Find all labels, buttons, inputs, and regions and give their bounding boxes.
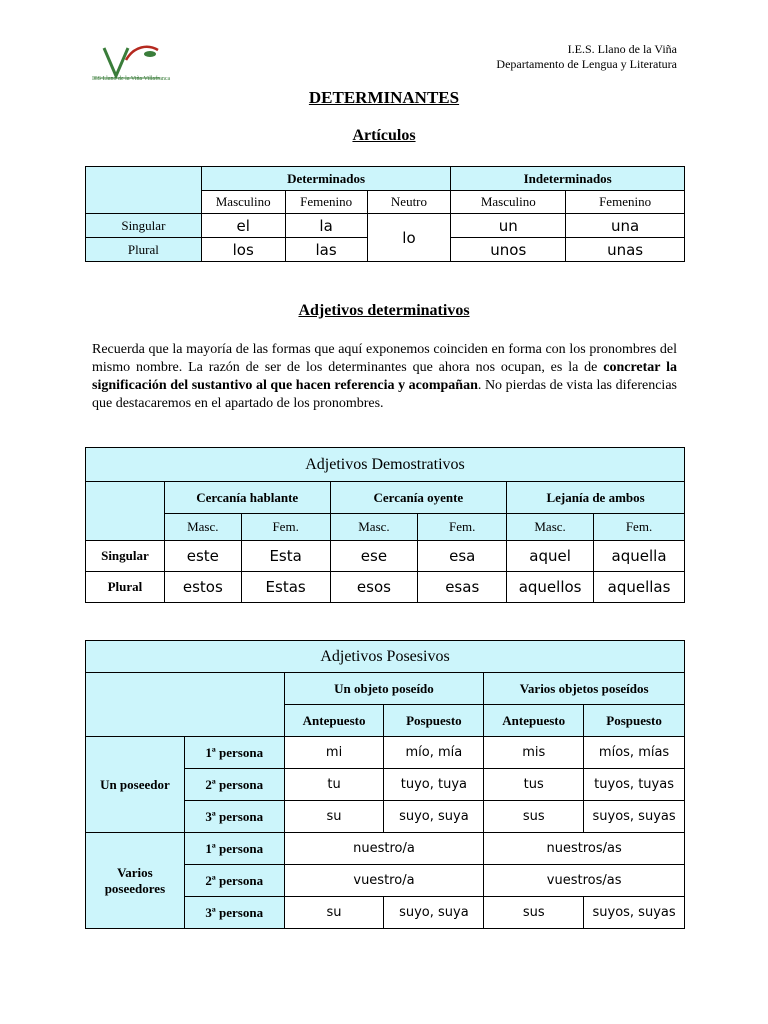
group-header: Lejanía de ambos	[507, 482, 685, 514]
header-antepuesto: Antepuesto	[484, 705, 584, 737]
row-label-singular: Singular	[86, 541, 165, 572]
label-un-poseedor: Un poseedor	[86, 737, 185, 833]
cell: tus	[484, 769, 584, 801]
persona-label: 1ª persona	[184, 737, 284, 769]
header-antepuesto: Antepuesto	[284, 705, 384, 737]
cell: suyo, suya	[384, 897, 484, 929]
cell: su	[284, 897, 384, 929]
group-header: Cercanía hablante	[164, 482, 330, 514]
cell: míos, mías	[584, 737, 685, 769]
group-header: Un objeto poseído	[284, 673, 484, 705]
row-label-plural: Plural	[86, 572, 165, 603]
articulos-heading: Artículos	[352, 127, 416, 144]
cell: suyo, suya	[384, 801, 484, 833]
header-masculino: Masculino	[451, 191, 566, 214]
posesivos-table	[85, 640, 685, 929]
cell: nuestros/as	[484, 833, 685, 865]
cell: aquella	[594, 541, 685, 572]
cell: aquellos	[507, 572, 594, 603]
header-pospuesto: Pospuesto	[384, 705, 484, 737]
group-header: Varios objetos poseídos	[484, 673, 685, 705]
empty-corner	[86, 482, 165, 541]
intro-paragraph	[92, 341, 677, 413]
cell: unos	[451, 238, 566, 262]
cell: unas	[566, 238, 685, 262]
paragraph-text: . No pierdas de vista las diferencias que destacaremos en el apartado de los pronombres.	[92, 378, 677, 411]
header-masc: Masc.	[507, 514, 594, 541]
cell: un	[451, 214, 566, 238]
persona-label: 1ª persona	[184, 833, 284, 865]
cell: las	[285, 238, 367, 262]
header-neutro: Neutro	[367, 191, 451, 214]
cell: mi	[284, 737, 384, 769]
paragraph-text: Recuerda que la mayoría de las formas que aquí exponemos coinciden en forma con los pronombres del mismo nombre. La razón de ser de los determinantes que ahora nos ocupan, es la de	[92, 342, 677, 375]
cell: estos	[164, 572, 241, 603]
cell: Esta	[241, 541, 330, 572]
cell: tuyo, tuya	[384, 769, 484, 801]
cell-neutro: lo	[367, 214, 451, 262]
cell: la	[285, 214, 367, 238]
cell: aquellas	[594, 572, 685, 603]
persona-label: 3ª persona	[184, 897, 284, 929]
cell: tu	[284, 769, 384, 801]
cell: nuestro/a	[284, 833, 484, 865]
cell: una	[566, 214, 685, 238]
cell: suyos, suyas	[584, 897, 685, 929]
department-name: Departamento de Lengua y Literatura	[496, 57, 677, 71]
group-header: Cercanía oyente	[330, 482, 507, 514]
cell: sus	[484, 801, 584, 833]
header-fem: Fem.	[594, 514, 685, 541]
header-indeterminados: Indeterminados	[451, 167, 685, 191]
cell: mis	[484, 737, 584, 769]
persona-label: 2ª persona	[184, 865, 284, 897]
page-title: DETERMINANTES	[308, 88, 460, 107]
cell: Estas	[241, 572, 330, 603]
header-masc: Masc.	[164, 514, 241, 541]
header-femenino: Femenino	[566, 191, 685, 214]
cell: vuestro/a	[284, 865, 484, 897]
header-fem: Fem.	[241, 514, 330, 541]
cell: esas	[418, 572, 507, 603]
header-determinados: Determinados	[201, 167, 451, 191]
cell: aquel	[507, 541, 594, 572]
cell: suyos, suyas	[584, 801, 685, 833]
table-caption: Adjetivos Demostrativos	[86, 448, 685, 482]
cell: ese	[330, 541, 418, 572]
school-name: I.E.S. Llano de la Viña	[567, 42, 677, 56]
cell: su	[284, 801, 384, 833]
cell: esos	[330, 572, 418, 603]
row-label-singular: Singular	[86, 214, 202, 238]
articulos-table	[85, 166, 685, 262]
adjetivos-heading: Adjetivos determinativos	[298, 302, 470, 319]
paragraph-bold: concretar la significación del sustantivo al que hacen referencia y acompañan	[92, 360, 677, 393]
persona-label: 2ª persona	[184, 769, 284, 801]
demostrativos-table	[85, 447, 685, 603]
header-pospuesto: Pospuesto	[584, 705, 685, 737]
cell: tuyos, tuyas	[584, 769, 685, 801]
cell: el	[201, 214, 285, 238]
logo-caption: IES Llano de la Viña Villafranca	[92, 76, 171, 82]
label-varios-poseedores: Varios poseedores	[86, 833, 185, 929]
empty-corner	[86, 673, 285, 737]
cell: esa	[418, 541, 507, 572]
cell: vuestros/as	[484, 865, 685, 897]
empty-corner	[86, 167, 202, 214]
cell: este	[164, 541, 241, 572]
row-label-plural: Plural	[86, 238, 202, 262]
document-header	[496, 42, 677, 72]
header-femenino: Femenino	[285, 191, 367, 214]
header-masc: Masc.	[330, 514, 418, 541]
header-masculino: Masculino	[201, 191, 285, 214]
header-fem: Fem.	[418, 514, 507, 541]
cell: sus	[484, 897, 584, 929]
persona-label: 3ª persona	[184, 801, 284, 833]
cell: los	[201, 238, 285, 262]
cell: mío, mía	[384, 737, 484, 769]
table-caption: Adjetivos Posesivos	[86, 641, 685, 673]
